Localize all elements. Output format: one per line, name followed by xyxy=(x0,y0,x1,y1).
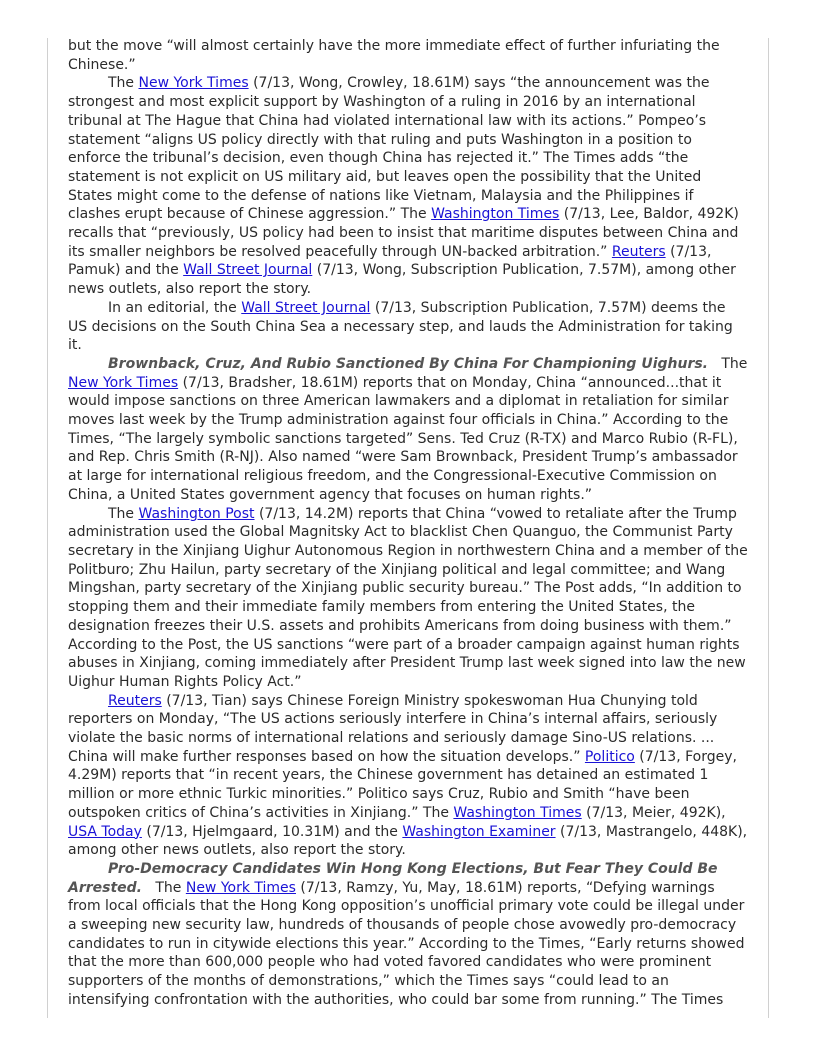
left-margin-rule xyxy=(47,38,48,1018)
link-washington-times[interactable]: Washington Times xyxy=(431,206,560,223)
link-reuters[interactable]: Reuters xyxy=(611,243,666,260)
link-new-york-times[interactable]: New York Times xyxy=(185,879,296,896)
paragraph-7 xyxy=(68,860,748,1010)
text: (7/13, Pamuk) and the xyxy=(68,243,712,279)
story-headline: Pro-Democracy Candidates Win Hong Kong Elections, But Fear They Could Be Arrested. xyxy=(68,860,718,896)
link-new-york-times[interactable]: New York Times xyxy=(138,75,249,92)
text: (7/13, Lee, Baldor, 492K) recalls that “previously, US policy had been to insist that maritime disputes between China and its smaller neighbors be resolved peacefully through UN-backed arbitration.” xyxy=(68,206,739,260)
text: (7/13, Meier, 492K), xyxy=(581,804,726,821)
text: (7/13, Mastrangelo, 448K), among other news outlets, also report the story. xyxy=(68,823,748,859)
link-wall-street-journal[interactable]: Wall Street Journal xyxy=(183,262,313,279)
link-new-york-times[interactable]: New York Times xyxy=(68,374,179,391)
paragraph-1 xyxy=(68,37,748,74)
link-politico[interactable]: Politico xyxy=(584,748,635,765)
story-headline: Brownback, Cruz, And Rubio Sanctioned By China For Championing Uighurs. xyxy=(108,355,708,372)
paragraph-6 xyxy=(68,692,748,860)
text: but the move “will almost certainly have the more immediate effect of further infuriating the Chinese.” xyxy=(68,38,720,73)
link-washington-post[interactable]: Washington Post xyxy=(138,505,255,522)
text: (7/13, Hjelmgaard, 10.31M) and the xyxy=(141,823,403,840)
text: (7/13, Subscription Publication, 7.57M) deems the US decisions on the South China Sea a necessary step, and lauds the Administration for taking it. xyxy=(68,299,733,354)
text: (7/13, Tian) says Chinese Foreign Ministry spokeswoman Hua Chunying told reporters on Monday, “The US actions seriously interfere in China’s internal affairs, seriously violate the basic norms of international relations and seriously damage Sino-US relations. ... China will make further responses based on how the situation develops.” xyxy=(68,692,718,765)
paragraph-3 xyxy=(68,299,748,355)
text: (7/13, Wong, Crowley, 18.61M) says “the announcement was the strongest and most explicit support by Washington of a ruling in 2016 by an international tribunal at The Hague that China had violated international law with its actions.” Pompeo’s statement “aligns US policy directly with that ruling and puts Washington in a position to enforce the tribunal’s decision, even though China has rejected it.” The Times adds “the statement is not explicit on US military aid, but leaves open the possibility that the United States might come to the defense of nations like Vietnam, Malaysia and the Philippines if clashes erupt because of Chinese aggression.” The xyxy=(68,75,710,223)
text: (7/13, Bradsher, 18.61M) reports that on Monday, China “announced...that it would impose sanctions on three American lawmakers and a diplomat in retaliation for similar moves last week by the Trump administration against four officials in China.” According to the Times, “The largely symbolic sanctions targeted” Sens. Ted Cruz (R-TX) and Marco Rubio (R-FL), and Rep. Chris Smith (R-NJ). Also named “were Sam Brownback, President Trump’s ambassador at large for international religious freedom, and the Congressional-Executive Commission on China, a United States government agency that focuses on human rights.” xyxy=(68,374,738,503)
text: The xyxy=(708,355,748,372)
paragraph-2 xyxy=(68,74,748,298)
link-washington-examiner[interactable]: Washington Examiner xyxy=(402,823,556,840)
text: The xyxy=(108,75,139,92)
paragraph-5 xyxy=(68,505,748,692)
text: (7/13, Ramzy, Yu, May, 18.61M) reports, “Defying warnings from local officials that the Hong Kong opposition’s unofficial primary vote could be illegal under a sweeping new security law, hundreds of thousands of people chose avowedly pro-democracy candidates to run in citywide elections this year.” According to the Times, “Early returns showed that the more than 600,000 people who had voted favored candidates who were prominent supporters of the months of demonstrations,” which the Times says “could lead to an intensifying confrontation with the authorities, who could bar some from running.” The Times xyxy=(68,879,745,1008)
right-margin-rule xyxy=(768,38,769,1018)
link-washington-times[interactable]: Washington Times xyxy=(453,804,582,821)
paragraph-4 xyxy=(68,355,748,505)
link-reuters[interactable]: Reuters xyxy=(108,692,162,709)
text: (7/13, Wong, Subscription Publication, 7.57M), among other news outlets, also report the story. xyxy=(68,262,736,298)
link-usa-today[interactable]: USA Today xyxy=(68,823,142,840)
text: (7/13, Forgey, 4.29M) reports that “in recent years, the Chinese government has detained an estimated 1 million or more ethnic Turkic minorities.” Politico says Cruz, Rubio and Smith “have been outspoken critics of China’s activities in Xinjiang.” The xyxy=(68,748,737,821)
article-body xyxy=(68,37,748,1010)
text: The xyxy=(142,879,186,896)
text: The xyxy=(108,505,139,522)
text: In an editorial, the xyxy=(108,299,242,316)
link-wall-street-journal[interactable]: Wall Street Journal xyxy=(241,299,371,316)
text: (7/13, 14.2M) reports that China “vowed to retaliate after the Trump administration used the Global Magnitsky Act to blacklist Chen Quanguo, the Communist Party secretary in the Xinjiang Uighur Autonomous Region in northwestern China and a member of the Politburo; Zhu Hailun, party secretary of the Xinjiang political and legal committee; and Wang Mingshan, party secretary of the Xinjiang public security bureau.” The Post adds, “In addition to stopping them and their immediate family members from entering the United States, the designation freezes their U.S. assets and prohibits Americans from doing business with them.” According to the Post, the US sanctions “were part of a broader campaign against human rights abuses in Xinjiang, coming immediately after President Trump last week signed into law the new Uighur Human Rights Policy Act.” xyxy=(68,505,748,690)
